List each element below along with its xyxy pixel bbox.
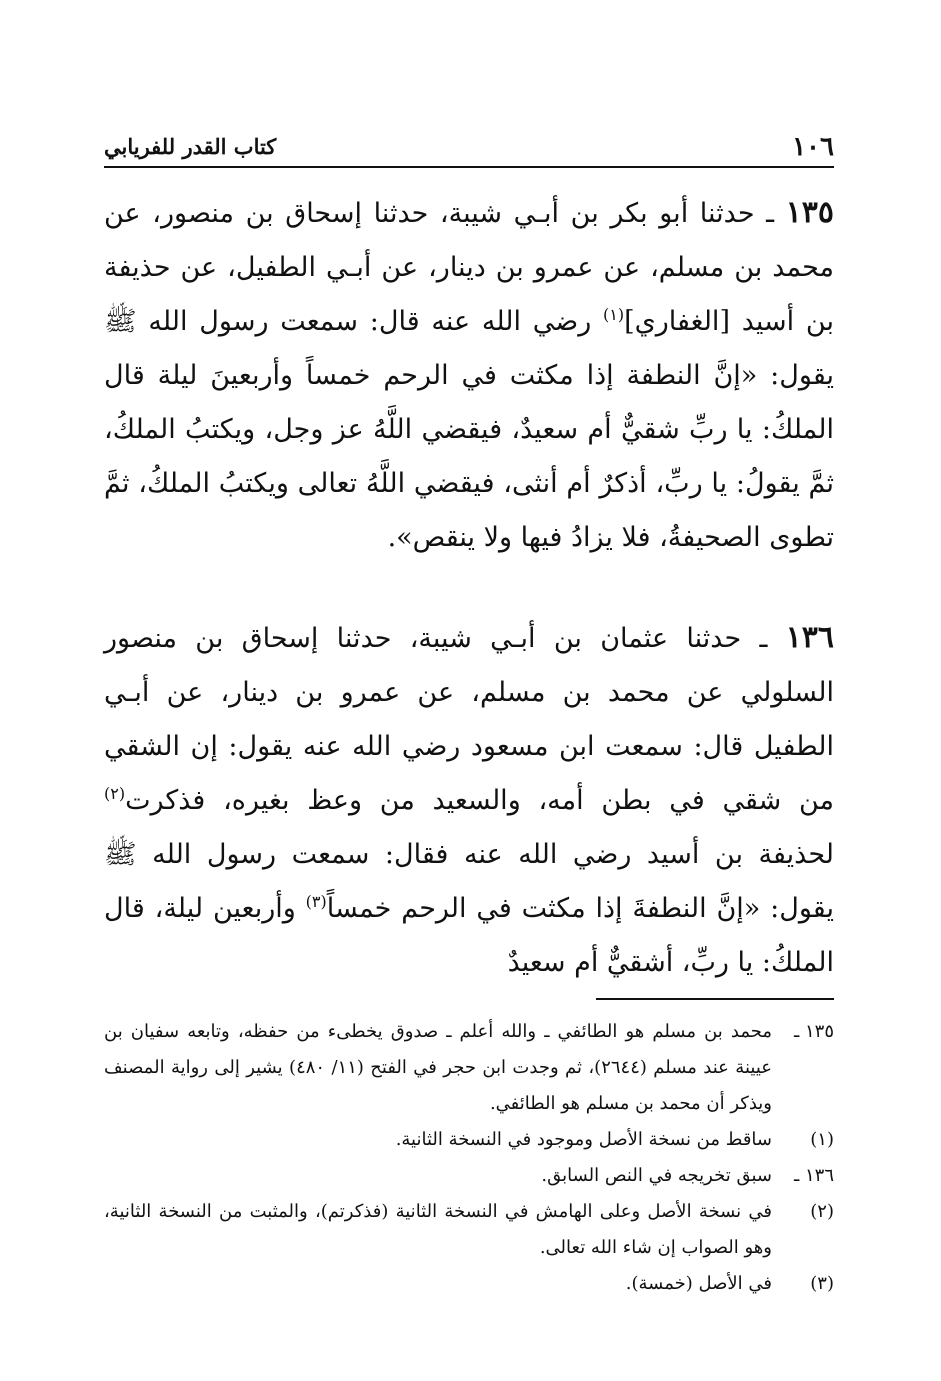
footnote-ref: (١) [603,305,625,324]
hadith-text: ـ حدثنا أبو بكر بن أبـي شيبة، حدثنا إسحاق بن منصور، عن محمد بن مسلم، عن عمرو بن دينار، عن أبـي الطفيل، عن حذيفة بن أسيد [الغفاري] [104,198,834,337]
footnote-number: ١٣٦ ـ [793,1165,834,1186]
footnote-text: سبق تخريجه في النص السابق. [541,1165,772,1186]
footnote [104,1194,834,1266]
footnote [104,1266,834,1302]
footnote-ref: (٢) [104,784,126,803]
footnote [104,1158,834,1194]
page-number: ١٠٦ [792,132,834,162]
running-title: كتاب القدر للفريابي [104,134,277,159]
hadith-text: ـ حدثنا عثمان بن أبـي شيبة، حدثنا إسحاق بن منصور السلولي عن محمد بن مسلم، عن عمرو بن دينار، عن أبـي الطفيل قال: سمعت ابن مسعود رضي الله عنه يقول: إن الشقي من شقي في بطن أمه، والسعيد من وعظ بغيره، فذكرت [104,623,834,816]
footnotes [104,1014,834,1302]
footnote [104,1014,834,1122]
footnote-number: (٢) [810,1201,834,1222]
footnote-text: في نسخة الأصل وعلى الهامش في النسخة الثانية (فذكرتم)، والمثبت من النسخة الثانية، وهو الصواب إن شاء الله تعالى. [104,1201,772,1258]
main-text [104,186,834,990]
footnote-separator [596,998,834,1000]
hadith-135 [104,186,834,565]
hadith-text: رضي الله عنه قال: سمعت رسول الله ﷺ يقول: «إنَّ النطفة إذا مكثت في الرحم خمساً وأربعينَ ليلة قال الملكُ: يا ربِّ شقيٌّ أم سعيدٌ، فيقضي اللَّهُ عز وجل، ويكتبُ الملكُ، ثمَّ يقولُ: يا ربِّ، أذكرٌ أم أنثى، فيقضي اللَّهُ تعالى ويكتبُ الملكُ، ثمَّ تطوى الصحيفةُ، فلا يزادُ فيها ولا ينقص». [104,306,834,553]
footnote-number: (٣) [810,1273,834,1294]
footnote-ref: (٣) [305,892,327,911]
footnote-number: ١٣٥ ـ [793,1021,834,1042]
footnote-text: محمد بن مسلم هو الطائفي ـ والله أعلم ـ صدوق يخطىء من حفظه، وتابعه سفيان بن عيينة عند مسلم (٢٦٤٤)، ثم وجدت ابن حجر في الفتح (١١/ ٤٨٠) يشير إلى رواية المصنف ويذكر أن محمد بن مسلم هو الطائفي. [104,1021,772,1114]
hadith-number: ١٣٥ [785,195,834,230]
page-header [104,130,834,168]
footnote-number: (١) [810,1129,834,1150]
footnote-text: ساقط من نسخة الأصل وموجود في النسخة الثانية. [395,1129,772,1150]
book-page [104,130,834,1360]
hadith-text: لحذيفة بن أسيد رضي الله عنه فقال: سمعت رسول الله ﷺ يقول: «إنَّ النطفةَ إذا مكثت في الرحم خمساً [104,839,834,924]
hadith-136 [104,611,834,990]
footnote-text: في الأصل (خمسة). [625,1273,772,1294]
footnote [104,1122,834,1158]
hadith-text: وأربعين ليلة، قال الملكُ: يا ربِّ، أشقيٌّ أم سعيدٌ [104,893,834,978]
hadith-number: ١٣٦ [785,620,834,655]
